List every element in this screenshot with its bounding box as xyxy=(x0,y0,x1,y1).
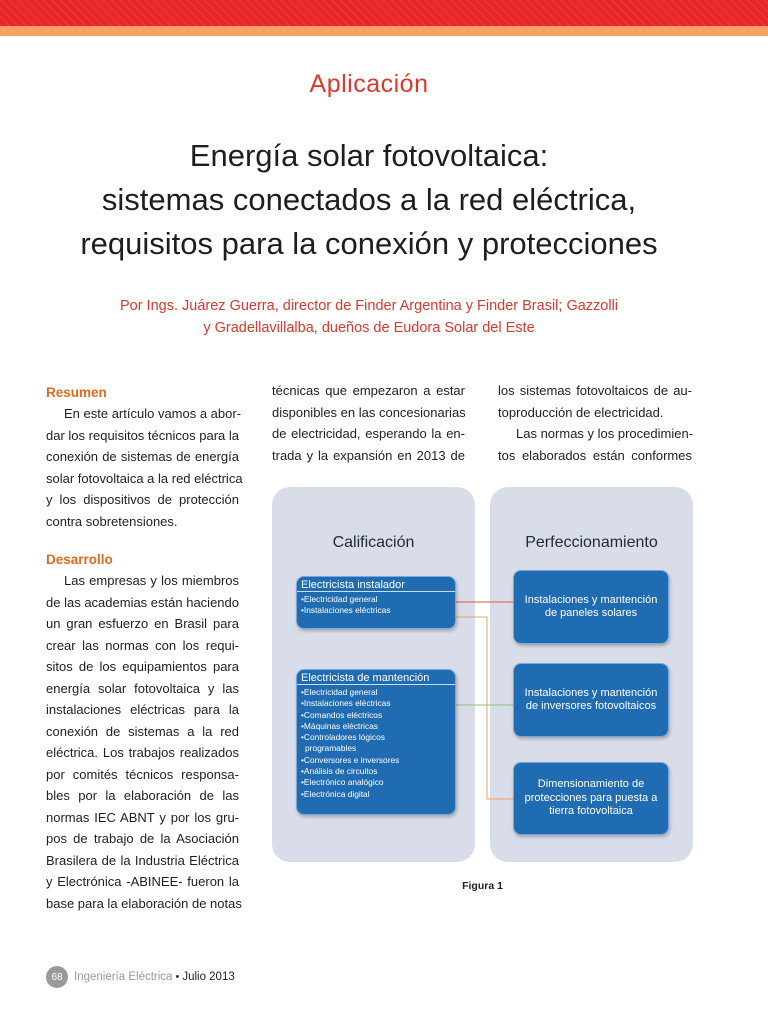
text-line: conexión de sistemas de energía xyxy=(46,449,239,464)
box-item: •Instalaciones eléctricas xyxy=(301,605,391,616)
text-line: trada y la expansión en 2013 de xyxy=(272,447,465,463)
text-line: Brasilera de la Industria Eléctrica xyxy=(46,852,239,868)
figure-diagram xyxy=(272,487,693,862)
text-line: sitos de los equipamientos para xyxy=(46,659,239,674)
box-item: •Análisis de circuitos xyxy=(301,766,378,777)
text-line: contra sobretensiones. xyxy=(46,513,178,529)
page-footer xyxy=(46,966,235,988)
electricista-instalador-box xyxy=(296,576,456,629)
text-line: toproducción de electricidad. xyxy=(498,404,664,420)
desarrollo-paragraph xyxy=(46,570,242,914)
text-line: disponibles en las concesionarias xyxy=(272,404,466,420)
calificacion-title: Calificación xyxy=(332,534,415,551)
title-line: requisitos para la conexión y protecciones xyxy=(80,226,658,261)
box-item: •Electrónico analógico xyxy=(301,777,384,788)
text-line: tos elaborados están conformes xyxy=(498,447,692,463)
figure-caption: Figura 1 xyxy=(462,880,503,892)
box-item: •Máquinas eléctricas xyxy=(301,720,378,731)
text-line: energía solar fotovoltaica y las xyxy=(46,680,239,696)
electricista-mantencion-box xyxy=(296,669,456,815)
paneles-solares-box xyxy=(513,570,669,644)
text-line: normas IEC ABNT y por los gru- xyxy=(46,809,239,825)
title-line: sistemas conectados a la red eléctrica, xyxy=(101,182,637,217)
footer-separator: • xyxy=(175,971,180,983)
text-line: un gran esfuerzo en Brasil para xyxy=(46,616,239,631)
header-red-band xyxy=(0,0,768,26)
box-item: •Controladores lógicos xyxy=(301,732,385,743)
box-title: Electricista instalador xyxy=(297,577,455,592)
perfeccionamiento-title: Perfeccionamiento xyxy=(525,534,658,551)
text-line: Las empresas y los miembros xyxy=(64,573,239,588)
inversores-box xyxy=(513,663,669,737)
text-line: solar fotovoltaica a la red eléctrica xyxy=(46,470,243,486)
text-line: En este artículo vamos a abor- xyxy=(64,406,242,421)
text-line: crear las normas con los requi- xyxy=(46,637,239,653)
text-line: dar los requisitos técnicos para la xyxy=(46,427,239,443)
text-line: y Electrónica -ABINEE- fueron la xyxy=(46,874,239,889)
resumen-paragraph xyxy=(46,403,243,532)
text-line: eléctrica. Los trabajos realizados xyxy=(46,745,239,760)
box-item: •Electricidad general xyxy=(301,594,378,604)
box-item: •Electrónica digital xyxy=(301,788,370,799)
connector-orange xyxy=(455,617,513,799)
text-column-1 xyxy=(46,382,243,914)
text-line: base para la elaboración de notas xyxy=(46,895,242,911)
header-orange-band xyxy=(0,26,768,36)
section-label: Aplicación xyxy=(309,70,429,98)
text-line: y los dispositivos de protección xyxy=(46,492,239,507)
resumen-heading: Resumen xyxy=(46,385,107,400)
text-column-3 xyxy=(498,380,692,466)
authors-line: y Gradellavillalba, dueños de Eudora Solar del Este xyxy=(203,320,535,336)
text-line: por comités técnicos responsa- xyxy=(46,766,239,782)
text-line: pos de trabajo de la Asociación xyxy=(46,831,239,846)
box-text: Dimensionamiento de protecciones para puesta a tierra fotovoltaica xyxy=(524,778,658,818)
protecciones-box xyxy=(513,762,669,835)
box-item: programables xyxy=(305,743,357,754)
text-line: bles por la elaboración de las xyxy=(46,788,239,803)
box-item: •Conversores e inversores xyxy=(301,754,400,765)
text-line: los sistemas fotovoltaicos de au- xyxy=(498,383,692,398)
issue-date: Julio 2013 xyxy=(182,971,235,983)
text-line: técnicas que empezaron a estar xyxy=(272,383,465,398)
box-item: •Comandos eléctricos xyxy=(301,709,383,720)
authors-line: Por Ings. Juárez Guerra, director de Finder Argentina y Finder Brasil; Gazzolli xyxy=(119,298,619,314)
box-text: Instalaciones y mantención de paneles solares xyxy=(524,593,658,619)
page-number: 68 xyxy=(46,966,68,988)
text-line: de electricidad, esperando la en- xyxy=(272,426,465,441)
box-text: Instalaciones y mantención de inversores fotovoltaicos xyxy=(524,686,658,712)
text-line: de las academias están haciendo xyxy=(46,594,239,610)
desarrollo-heading: Desarrollo xyxy=(46,552,113,567)
article-authors xyxy=(0,295,738,339)
title-line: Energía solar fotovoltaica: xyxy=(189,138,549,173)
box-item: •Instalaciones eléctricas xyxy=(301,698,391,709)
text-column-2 xyxy=(272,380,465,466)
box-item: •Electricidad general xyxy=(301,687,378,697)
box-title: Electricista de mantención xyxy=(297,670,455,685)
text-line: conexión de sistemas a la red xyxy=(46,723,239,739)
article-title xyxy=(0,134,738,266)
text-line: Las normas y los procedimien- xyxy=(516,426,694,441)
text-line: instalaciones eléctricas para la xyxy=(46,702,239,717)
publication-name: Ingeniería Eléctrica xyxy=(74,971,173,983)
